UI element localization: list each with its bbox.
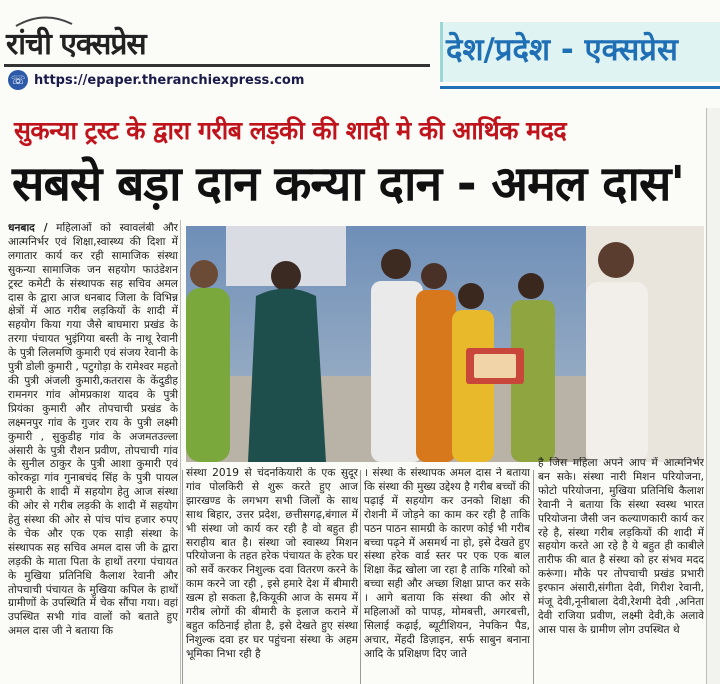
column-divider: [360, 470, 361, 684]
article-photo: [186, 226, 704, 462]
column-divider: [180, 220, 181, 684]
person-4: [416, 263, 456, 462]
article-dateline: धनबाद /: [8, 222, 48, 234]
person-1: [186, 260, 230, 462]
header-rule: [4, 64, 430, 67]
column-divider: [182, 470, 183, 684]
article-kicker: सुकन्या ट्रस्ट के द्वारा गरीब लड़की की शादी मे की आर्थिक मदद: [14, 116, 567, 145]
cheque-handover-photo: [186, 226, 704, 462]
section-underline: [440, 86, 720, 89]
article-column-3: । संस्था के संस्थापक अमल दास ने बताया कि संस्था की मुख्य उद्देश्य है गरीब बच्चों की पढ़ाई में सहयोग कर उनको शिक्षा की रोशनी में जोड़ने का काम कर रही है ताकि पठन पाठन सामग्री के कारण कोई भी गरीब बच्चा पढ़ने में असमर्थ ना हो, इसे देखते हुए संस्था हरेक वार्ड स्तर पर एक एक बाल शिक्षा केंद्र खोला जा रहा है ताकि गरिबो को बच्चा सही और अच्छा शिक्षा प्राप्त कर सके । आगे बताया कि संस्था की ओर से महिलाओं को पापड़, मोमबत्ती, अगरबत्ती, सिलाई कढ़ाई, ब्यूटीशियन, नेपकिन पैड, अचार, मेंहदी डिज़ाइन, सर्फ साबुन बनाना आदि के प्रशिक्षण दिए जाते: [364, 467, 530, 660]
masthead-title: रांची एक्सप्रेस: [6, 27, 146, 62]
adjacent-column-edge: [706, 108, 720, 684]
article-column-2: संस्था 2019 से चंदनकियारी के एक सुदूर गांव पोलकिरी से शुरू करते हुए आज झारखण्ड के लगभग सभी जिलों के साथ साथ बिहार, उत्तर प्रदेश, छत्तीसगढ़,बंगाल में भी संस्था जो कार्य कर रही है वो बहुत ही सराहीय बात है। संस्था जो स्वास्थ्य मिशन परियोजना के तहत हरेक पंचायत के हरेक घर को सर्वे करकर निशुल्क दवा वितरण करने के काम करने जा रही , इसे हमारे देश में बीमारी खत्म हो सकता है,कियूकी आज के समय में गरीब लोगों की बीमारी के इलाज कराने में बहुत कठिनाई होता है, इसे देखते हुए संस्था निशुल्क दवा हर घर पहुंचना संस्था के अहम भूमिका निभा रही है: [186, 467, 358, 660]
epaper-url[interactable]: https://epaper.theranchiexpress.com: [34, 72, 305, 88]
article-column-1-text: महिलाओं को स्वावलंबी और आत्मनिर्भर एवं शिक्षा,स्वास्थ्य की दिशा में लगातार कार्य कर रही सामाजिक संस्था सुकन्या सामाजिक जन सहयोग फाउंडेशन ट्रस्ट कमेटी के संस्थापक सह सचिव अमल दास के द्वारा आज धनबाद जिला के विभिन्न क्षेत्रों में आठ गरीब लड़कियों के शादी में सहयोग किया गया जैसे बाघमारा प्रखंड के तरगा पंचायत भुइंगिया बस्ती के नाथू रेवानी के पुत्री लिलमणि कुमारी एवं संजय रेवानी के पुत्री डोली कुमारी , पटुगोड़ा के रामेश्वर महतो की पुत्री अंजली कुमारी,कतरास के केंदुडीह रामनगर गांव ओमप्रकाश यादव के पुत्री प्रियंका कुमारी और तोपचाची प्रखंड के लक्ष्मनपुर गांव के गुजर राय के पुत्री लक्ष्मी कुमारी , सुकुडीह गांव के अजमतउल्ला अंसारी के पुत्री रौशन प्रवीण, तोपचाची गांव के सुनील ठाकुर के पुत्री आशा कुमारी एवं कोरकट्टा गांव गुनाबचंद सिंह के पुत्री पायल कुमारी के शादी में सहयोग हेतु आज संस्था की ओर से गरीब लड़की के शादी में सहयोग हेतु संस्था की ओर से पांच पांच हजार रुपए के चेक और एक एक साड़ी संस्था के संस्थापक सह सचिव अमल दास जी के द्वारा लड़की के माता पिता के हाथों तरगा पंचायत के मुखिया प्रतिनिधि कैलाश रेवानी और तोपचाची पंचायत के मुखिया कपिल के हाथों ग्रामीणों के उपस्थिति में चेक सौंपा गया। वहां उपस्थित सभी गांव वालों को बताते हुए अमल दास जी ने बताया कि: [8, 222, 178, 638]
article-column-4: है जिस महिला अपने आप में आत्मनिर्भर बन सके। संस्था नारी मिशन परियोजना, फोटो परियोजना, मुखिया प्रतिनिधि कैलाश रेवानी ने बताया कि संस्था स्वस्थ भारत परियोजना जैसी जन कल्याणकारी कार्य कर रहे है, संस्था गरीब लड़कियों की शादी में सहयोग करते आ रहे है ये बहुत ही काबीले तारीफ की बात है संस्था को हर संभव मदद करूंगा। मौके पर तोपचाची प्रखंड प्रभारी इरफान अंसारी,संगीता देवी, गिरीश रेवानी, मंजू देवी,नूनीबाला देवी,रेशमी देवी ,अनिता देवी राजिया प्रवीण, लक्ष्मी देवी,के अलावे आस पास के ग्रामीण लोग उपस्थित थे: [538, 457, 704, 636]
article-column-1: [8, 222, 178, 684]
article-headline: सबसे बड़ा दान कन्या दान - अमल दास': [12, 156, 685, 212]
globe-icon: ☏: [8, 70, 28, 90]
column-divider: [533, 470, 534, 684]
section-title: देश/प्रदेश - एक्सप्रेस: [446, 32, 678, 68]
epaper-url-row[interactable]: [8, 69, 304, 91]
